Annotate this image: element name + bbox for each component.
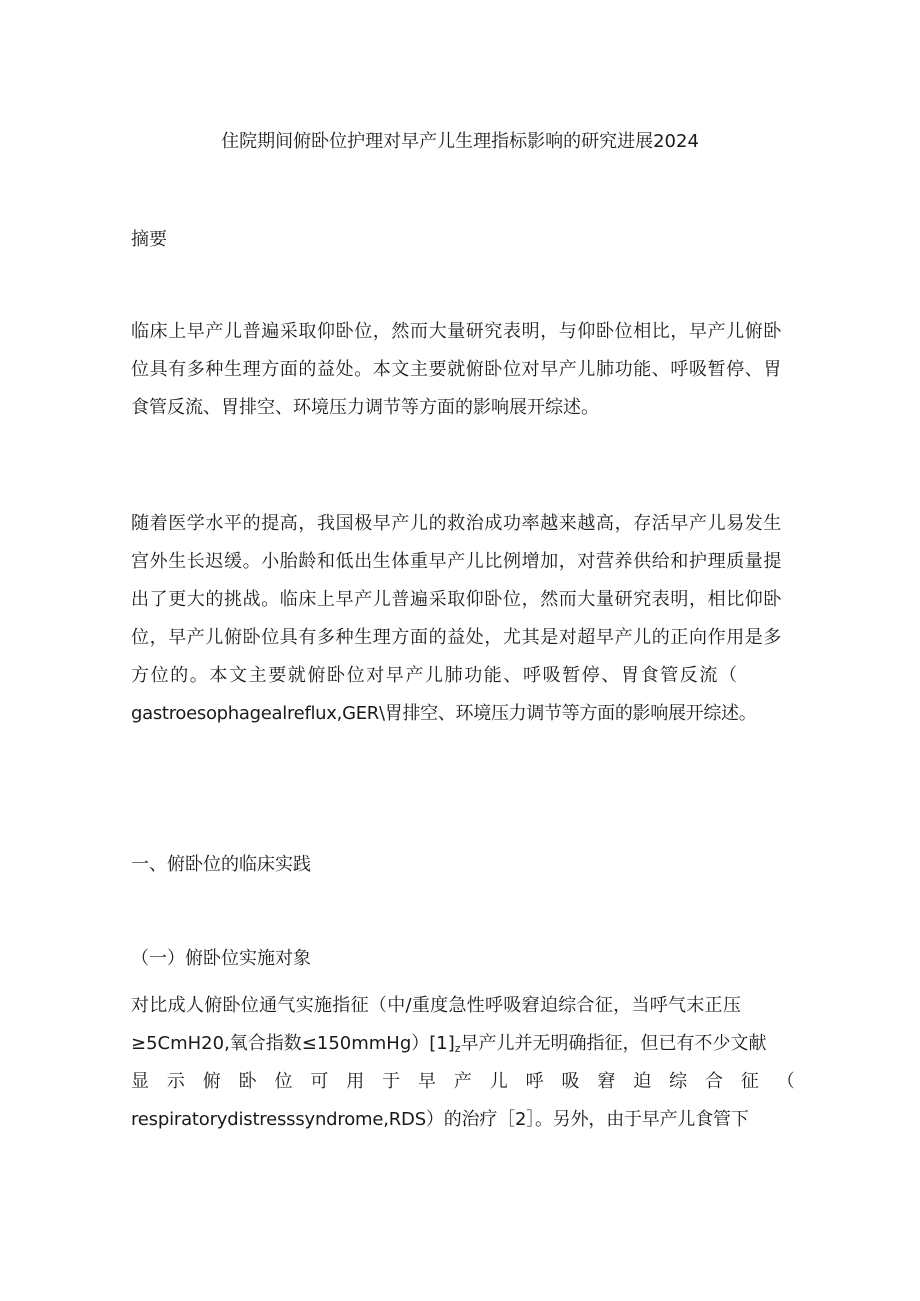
abstract-paragraph: [131, 313, 795, 427]
sub1-line: respiratorydistresssyndrome,RDS）的治疗［2］。另外，由于早产儿食管下: [131, 1109, 749, 1130]
spaced-char: 俯: [202, 1071, 221, 1092]
sub1-line2-text: 早产儿并无明确指征，但已有不少文献: [460, 1033, 767, 1054]
sub1-line2-text: ≥5CmH20,氧合指数≤150mmHg）[1]: [131, 1033, 455, 1054]
sub1-line: 对比成人俯卧位通气实施指征（中/重度急性呼吸窘迫综合征，当呼气末正压: [131, 995, 742, 1016]
intro-line: 方位的。本文主要就俯卧位对早产儿肺功能、呼吸暂停、胃食管反流（: [131, 665, 739, 686]
spaced-char: （: [776, 1071, 795, 1092]
spaced-char: 综: [669, 1071, 688, 1092]
intro-line: 随着医学水平的提高，我国极早产儿的救治成功率越来越高，存活早产儿易发生: [131, 513, 782, 534]
spaced-char: 卧: [238, 1071, 257, 1092]
intro-line: 宫外生长迟缓。小胎龄和低出生体重早产儿比例增加，对营养供给和护理质量提: [131, 551, 782, 572]
sub1-line-spaced: [131, 1063, 795, 1101]
abstract-line: 临床上早产儿普遍采取仰卧位，然而大量研究表明，与仰卧位相比，早产儿俯卧: [131, 321, 782, 342]
spaced-char: 儿: [489, 1071, 508, 1092]
spaced-char: 窘: [597, 1071, 616, 1092]
intro-line: 位，早产儿俯卧位具有多种生理方面的益处，尤其是对超早产儿的正向作用是多: [131, 627, 782, 648]
spaced-char: 产: [453, 1071, 472, 1092]
section-1-heading: 一、俯卧位的临床实践: [131, 854, 311, 875]
intro-line: gastroesophagealreflux,GER\胃排空、环境压力调节等方面的影响展开综述。: [131, 703, 757, 724]
document-title: 住院期间俯卧位护理对早产儿生理指标影响的研究进展2024: [221, 131, 699, 152]
spaced-char: 征: [740, 1071, 759, 1092]
abstract-line: 位具有多种生理方面的益处。本文主要就俯卧位对早产儿肺功能、呼吸暂停、胃: [131, 359, 782, 380]
spaced-char: 显: [131, 1071, 149, 1092]
sub1-line2-subscript: z: [454, 1042, 461, 1055]
intro-line: 出了更大的挑战。临床上早产儿普遍采取仰卧位，然而大量研究表明，相比仰卧: [131, 589, 782, 610]
spaced-char: 早: [418, 1071, 436, 1092]
abstract-line: 食管反流、胃排空、环境压力调节等方面的影响展开综述。: [131, 397, 599, 418]
abstract-heading: 摘要: [131, 229, 167, 250]
sub1-line: [131, 1025, 795, 1063]
spaced-char: 吸: [561, 1071, 580, 1092]
intro-paragraph: [131, 505, 795, 733]
spaced-char: 用: [346, 1071, 365, 1092]
spaced-char: 位: [274, 1071, 293, 1092]
spaced-char: 于: [382, 1071, 401, 1092]
spaced-char: 可: [310, 1071, 329, 1092]
spaced-char: 迫: [633, 1071, 652, 1092]
subsection-1-paragraph: [131, 987, 795, 1139]
spaced-char: 示: [166, 1071, 185, 1092]
subsection-1-heading: （一）俯卧位实施对象: [131, 948, 311, 969]
spaced-char: 合: [705, 1071, 723, 1092]
spaced-char: 呼: [525, 1071, 544, 1092]
